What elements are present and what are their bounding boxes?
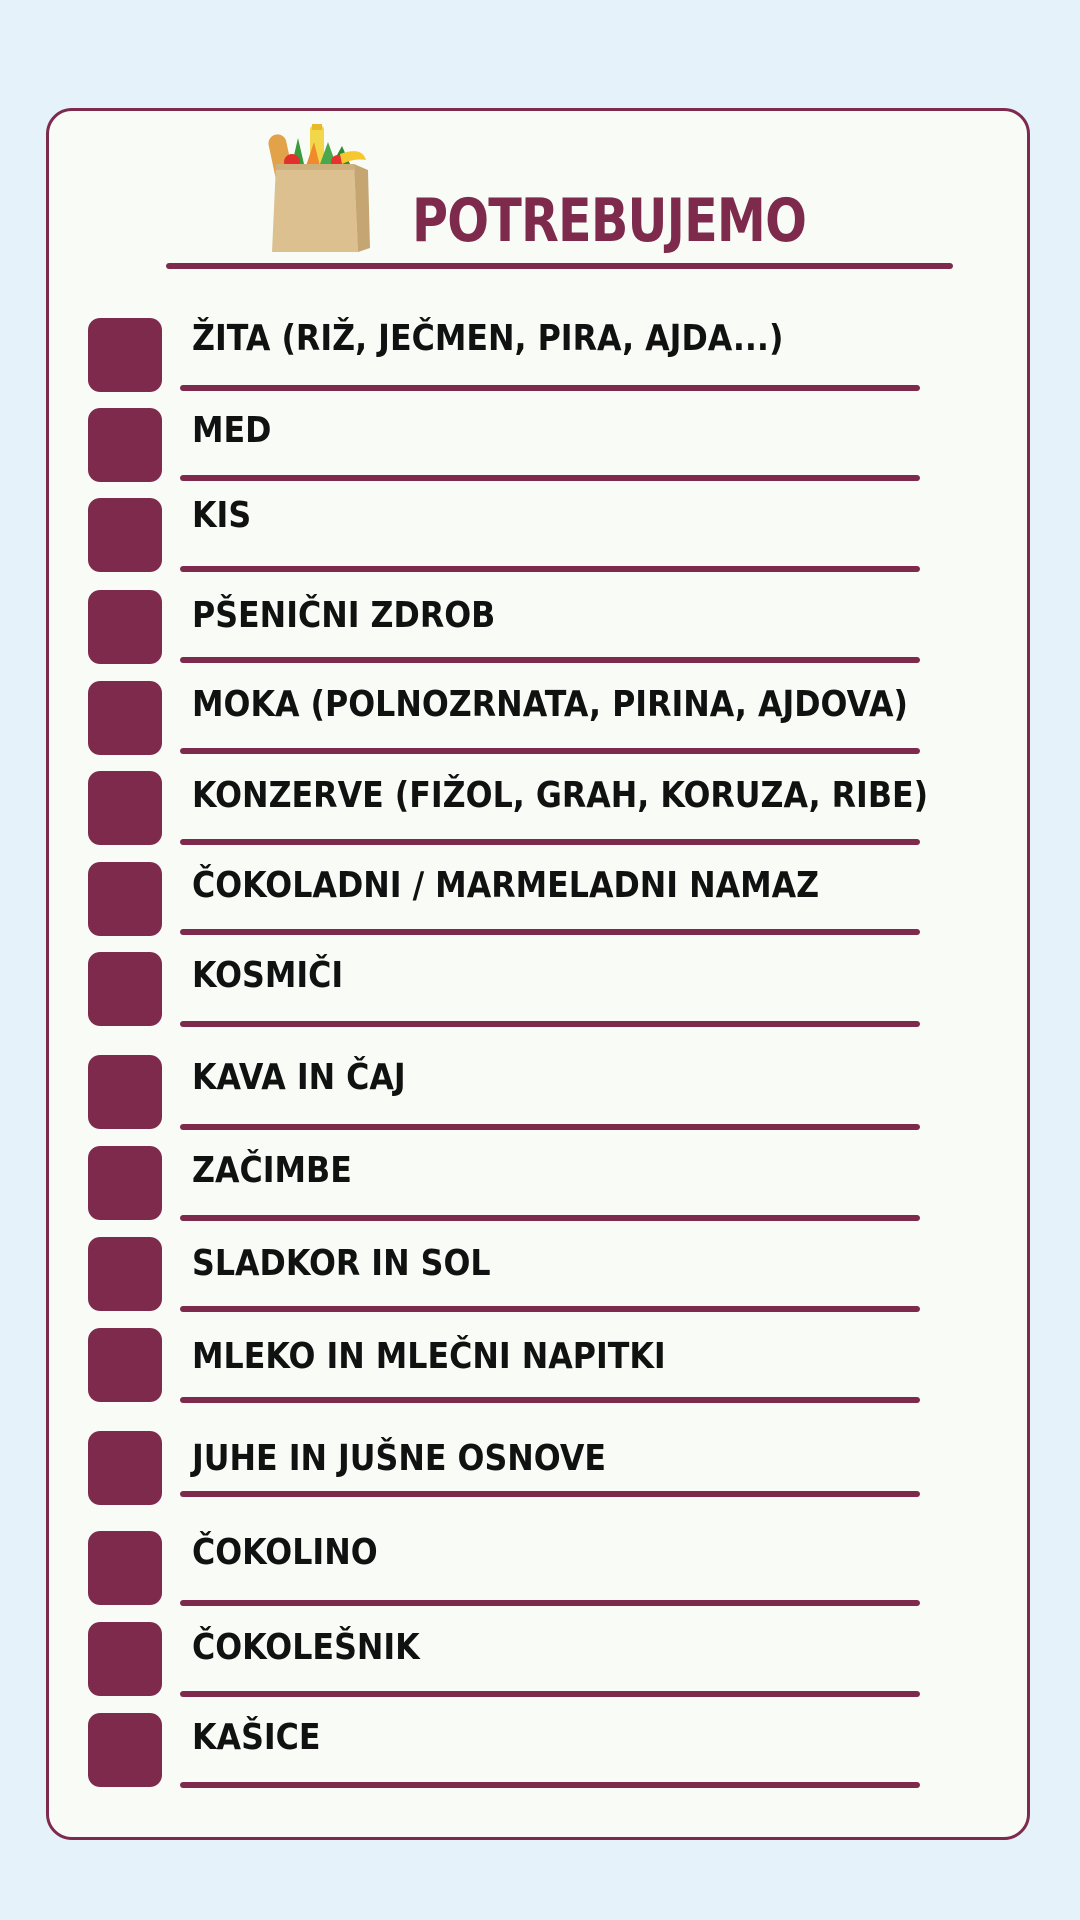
list-item-underline bbox=[180, 929, 920, 935]
list-item-underline bbox=[180, 1306, 920, 1312]
list-item-label: KONZERVE (FIŽOL, GRAH, KORUZA, RIBE) bbox=[192, 775, 929, 816]
list-item-label: MOKA (POLNOZRNATA, PIRINA, AJDOVA) bbox=[192, 684, 908, 725]
list-item-underline bbox=[180, 748, 920, 754]
checkbox[interactable] bbox=[88, 1055, 162, 1129]
header-divider bbox=[166, 263, 953, 269]
list-item-underline bbox=[180, 475, 920, 481]
page-title: POTREBUJEMO bbox=[412, 186, 807, 256]
checkbox[interactable] bbox=[88, 771, 162, 845]
list-item-label: ŽITA (RIŽ, JEČMEN, PIRA, AJDA...) bbox=[192, 318, 784, 359]
checkbox[interactable] bbox=[88, 1431, 162, 1505]
checkbox[interactable] bbox=[88, 1622, 162, 1696]
checkbox[interactable] bbox=[88, 1531, 162, 1605]
list-item-underline bbox=[180, 1215, 920, 1221]
list-item-label: ČOKOLINO bbox=[192, 1532, 378, 1573]
list-item-label: ČOKOLADNI / MARMELADNI NAMAZ bbox=[192, 865, 820, 906]
list-item-underline bbox=[180, 657, 920, 663]
checkbox[interactable] bbox=[88, 1328, 162, 1402]
checkbox[interactable] bbox=[88, 498, 162, 572]
list-item-underline bbox=[180, 1691, 920, 1697]
list-item-label: KAŠICE bbox=[192, 1717, 321, 1758]
list-item-underline bbox=[180, 566, 920, 572]
list-item-underline bbox=[180, 1021, 920, 1027]
list-item-underline bbox=[180, 385, 920, 391]
checkbox[interactable] bbox=[88, 318, 162, 392]
checkbox[interactable] bbox=[88, 862, 162, 936]
checkbox[interactable] bbox=[88, 590, 162, 664]
checkbox[interactable] bbox=[88, 952, 162, 1026]
list-item-label: KOSMIČI bbox=[192, 955, 344, 996]
checkbox[interactable] bbox=[88, 1237, 162, 1311]
list-item-label: SLADKOR IN SOL bbox=[192, 1243, 491, 1284]
checkbox[interactable] bbox=[88, 681, 162, 755]
list-item-underline bbox=[180, 1600, 920, 1606]
list-item-label: KAVA IN ČAJ bbox=[192, 1057, 406, 1098]
list-item-label: ZAČIMBE bbox=[192, 1150, 352, 1191]
list-item-label: KIS bbox=[192, 495, 252, 536]
list-item-label: ČOKOLEŠNIK bbox=[192, 1627, 420, 1668]
grocery-bag-icon bbox=[262, 124, 382, 264]
list-item-label: MED bbox=[192, 410, 272, 451]
list-item-underline bbox=[180, 1124, 920, 1130]
checkbox[interactable] bbox=[88, 408, 162, 482]
list-item-underline bbox=[180, 1397, 920, 1403]
checkbox[interactable] bbox=[88, 1146, 162, 1220]
checkbox[interactable] bbox=[88, 1713, 162, 1787]
list-item-label: MLEKO IN MLEČNI NAPITKI bbox=[192, 1336, 666, 1377]
list-item-label: PŠENIČNI ZDROB bbox=[192, 595, 496, 636]
list-item-underline bbox=[180, 839, 920, 845]
list-item-underline bbox=[180, 1491, 920, 1497]
list-item-label: JUHE IN JUŠNE OSNOVE bbox=[192, 1438, 607, 1479]
list-item-underline bbox=[180, 1782, 920, 1788]
